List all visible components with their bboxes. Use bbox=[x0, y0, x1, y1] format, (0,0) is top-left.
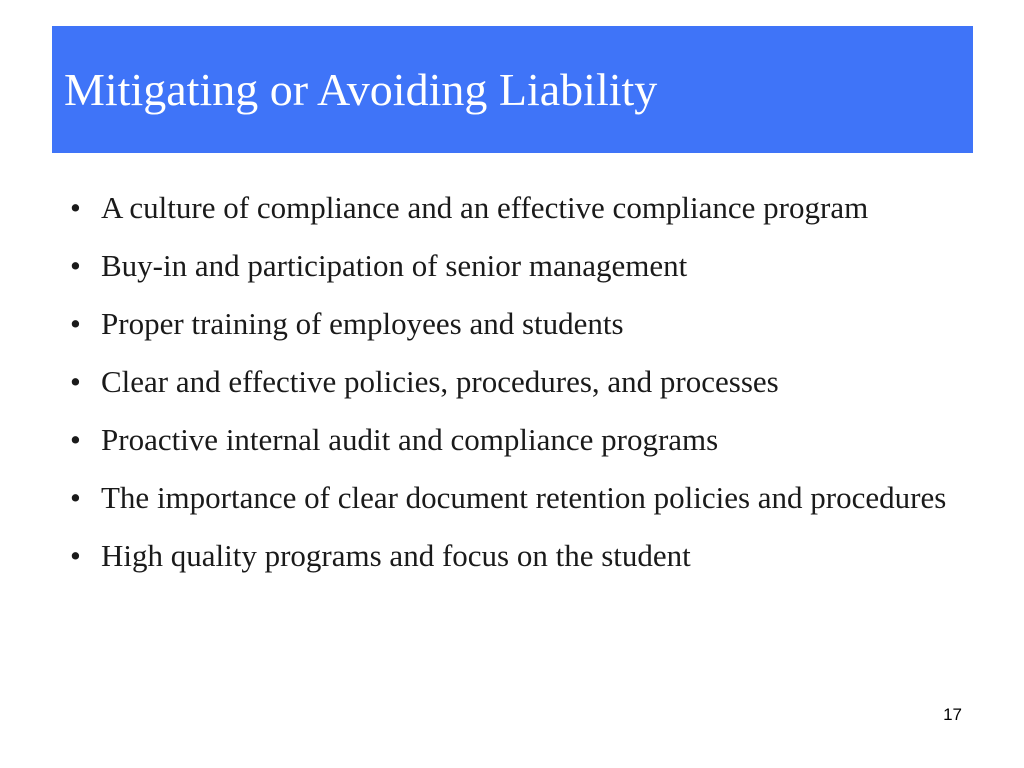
bullet-text: Proactive internal audit and compliance programs bbox=[101, 422, 719, 457]
bullet-text: Clear and effective policies, procedures, and processes bbox=[101, 364, 779, 399]
bullet-icon: • bbox=[70, 480, 81, 515]
list-item bbox=[60, 534, 980, 577]
list-item bbox=[60, 418, 980, 461]
list-item bbox=[60, 186, 980, 229]
page-number: 17 bbox=[943, 705, 962, 724]
slide-title: Mitigating or Avoiding Liability bbox=[64, 64, 658, 115]
bullet-icon: • bbox=[70, 306, 81, 341]
bullet-text: The importance of clear document retention policies and procedures bbox=[101, 480, 947, 515]
bullet-text: Proper training of employees and students bbox=[101, 306, 624, 341]
list-item bbox=[60, 476, 980, 519]
bullet-icon: • bbox=[70, 248, 81, 283]
bullet-text: A culture of compliance and an effective compliance program bbox=[101, 190, 869, 225]
bullet-icon: • bbox=[70, 364, 81, 399]
list-item bbox=[60, 244, 980, 287]
bullet-text: Buy-in and participation of senior management bbox=[101, 248, 688, 283]
bullet-icon: • bbox=[70, 538, 81, 573]
list-item bbox=[60, 360, 980, 403]
title-bar bbox=[52, 26, 973, 153]
bullet-icon: • bbox=[70, 190, 81, 225]
bullet-icon: • bbox=[70, 422, 81, 457]
bullet-text: High quality programs and focus on the student bbox=[101, 538, 691, 573]
bullet-list bbox=[60, 186, 980, 592]
list-item bbox=[60, 302, 980, 345]
